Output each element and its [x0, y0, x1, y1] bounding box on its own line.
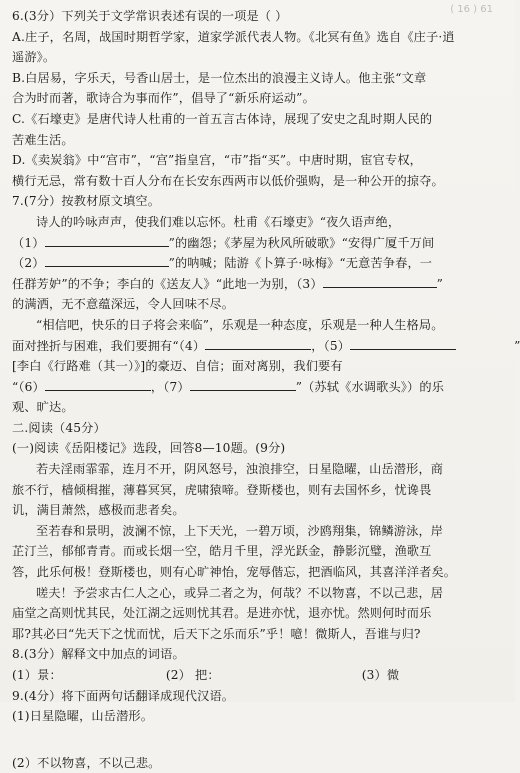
- passage-para3-line2: 庙堂之高则忧其民，处江湖之远则忧其君。是进亦忧，退亦忧。然则何时而乐: [12, 606, 432, 621]
- q7-blank7-label: ，（7）: [150, 379, 190, 394]
- q6-option-a: A.庄子，名周，战国时期哲学家，道家学派代表人物。《北冥有鱼》选自《庄子·逍: [12, 29, 455, 44]
- q6-option-b-cont: 合为时而著，歌诗合为事而作”，倡导了“新乐府运动”。: [12, 91, 315, 106]
- reading-part-1-title: (一)阅读《岳阳楼记》选段，回答8—10题。(9分): [12, 441, 286, 456]
- q7-para2-line3: [李白《行路难（其一）》]的豪迈、自信；面对离别，我们要有: [12, 359, 343, 374]
- section-reading: [12, 418, 505, 459]
- q7-para1-line4-end: ”: [436, 276, 444, 291]
- question-6: [12, 6, 505, 191]
- q9-item-1: (1)日星隐曜，山岳潜形。: [12, 709, 154, 724]
- q7-blank-7[interactable]: [190, 377, 296, 391]
- question-8: [12, 644, 505, 685]
- passage-para1-line1: 若夫淫雨霏霏，连月不开，阴风怒号，浊浪排空，日星隐曜，山岳潜形，商: [36, 462, 444, 477]
- q6-stem: 6.(3分）下列关于文学常识表述有误的一项是（ ）: [12, 9, 288, 23]
- q7-blank5-label: ，（5）: [311, 338, 351, 353]
- q7-para2-line2: [12, 336, 520, 357]
- passage-para2-line1: 至若春和景明，波澜不惊，上下天光，一碧万顷，沙鸥翔集，锦鳞游泳，岸: [36, 523, 444, 538]
- q7-stem: 7.(7分）按教材原文填空。: [12, 194, 161, 209]
- q7-para1-line4: [12, 274, 505, 295]
- q6-option-d: D.《卖炭翁》中“宫市”，“宫”指皇宫，“市”指“买”。中唐时期，宦官专权，: [12, 153, 423, 168]
- question-7: [12, 191, 520, 418]
- q8-stem: 8.(3分）解释文中加点的词语。: [12, 647, 185, 662]
- q7-blank-5[interactable]: [350, 336, 456, 350]
- q8-item-1: (1）景：: [12, 668, 62, 682]
- q6-option-d-cont: 横行无忌，常有数十百人分布在长安东西两市以低价强购，是一种公开的掠夺。: [12, 173, 444, 188]
- q7-para1-line3: [12, 253, 505, 274]
- q7-blank-6[interactable]: [45, 377, 151, 391]
- section-title: 二.阅读（45分）: [12, 420, 106, 435]
- q7-blank-1[interactable]: [45, 233, 169, 247]
- q8-item-3: (3）微: [361, 668, 400, 682]
- q7-para1-line3-text: ”的呐喊；陆游《卜算子·咏梅》“无意苦争春，一: [168, 256, 433, 271]
- q7-para1-line5: 的满洒，无不意蕴深远，令人回味不尽。: [12, 297, 235, 312]
- q7-blank6-label: “（6）: [12, 379, 45, 394]
- q8-item-2: (2） 把：: [165, 668, 220, 682]
- q9-stem: 9.(4分）将下面两句话翻译成现代汉语。: [12, 688, 235, 703]
- q7-blank2-label: （2）: [12, 256, 45, 271]
- corner-mark: ( 16 ) 61: [450, 4, 493, 15]
- q7-para2-line5: 观、旷达。: [12, 400, 74, 415]
- q6-option-a-cont: 遥游》。: [12, 50, 56, 65]
- q7-blank-4[interactable]: [205, 336, 311, 350]
- passage-para2-line3: 答，此乐何极！登斯楼也，则有心旷神怡，宠辱偕忘，把酒临风，其喜洋洋者矣。: [12, 565, 457, 580]
- q7-para1-line2: [12, 233, 505, 254]
- passage-para3-line3: 耶?其必曰“先天下之忧而忧，后天下之乐而乐”乎！噫！微斯人，吾谁与归?: [12, 626, 421, 641]
- q7-para2-line2-text: 面对挫折与困难，我们要拥有“（4）: [12, 338, 206, 353]
- q6-option-c: C.《石壕吏》是唐代诗人杜甫的一首五言古体诗，展现了安史之乱时期人民的: [12, 111, 433, 126]
- q9-item-2: (2）不以物喜，不以己悲。: [12, 755, 161, 770]
- q7-para2-line4-end: ”（苏轼《水调歌头》）的乐: [295, 379, 445, 394]
- q7-para1-line1: 诗人的吟咏声声，使我们难以忘怀。杜甫《石壕吏》“夜久语声绝，: [36, 214, 401, 229]
- q7-para2-line4: [12, 377, 505, 398]
- q6-option-c-cont: 苦难生活。: [12, 132, 74, 147]
- q9-answer-area-1[interactable]: [12, 727, 505, 753]
- q7-para1-line4-text: 任群芳妒”的不争；李白的《送友人》“此地一为别，（3）: [12, 276, 323, 291]
- passage-para2-line2: 芷汀兰，郁郁青青。而或长烟一空，皓月千里，浮光跃金，静影沉璧，渔歌互: [12, 544, 432, 559]
- q7-blank-2[interactable]: [45, 253, 169, 267]
- passage-para3-line1: 嗟夫！予尝求古仁人之心，或异二者之为，何哉？不以物喜，不以己悲，居: [36, 585, 444, 600]
- passage-para1-line3: 讥，满目萧然，感极而悲者矣。: [12, 503, 185, 518]
- question-9: [12, 686, 505, 773]
- q6-option-b: B.白居易，字乐天，号香山居士，是一位杰出的浪漫主义诗人。他主张“文章: [12, 70, 427, 85]
- q7-para2-line2-end: ”: [514, 338, 520, 353]
- q7-blank1-label: （1）: [12, 235, 45, 250]
- q7-blank-3[interactable]: [323, 274, 437, 288]
- q7-para2-line1: “相信吧，快乐的日子将会来临”，乐观是一种态度，乐观是一种人生格局。: [36, 317, 444, 332]
- q8-items: [12, 665, 505, 686]
- passage: [12, 459, 505, 644]
- q7-para1-line2-text: ”的幽怨；《茅屋为秋风所破歌》“安得广厦千万间: [168, 235, 435, 250]
- passage-para1-line2: 旅不行，樯倾楫摧，薄暮冥冥，虎啸猿啼。登斯楼也，则有去国怀乡，忧谗畏: [12, 482, 432, 497]
